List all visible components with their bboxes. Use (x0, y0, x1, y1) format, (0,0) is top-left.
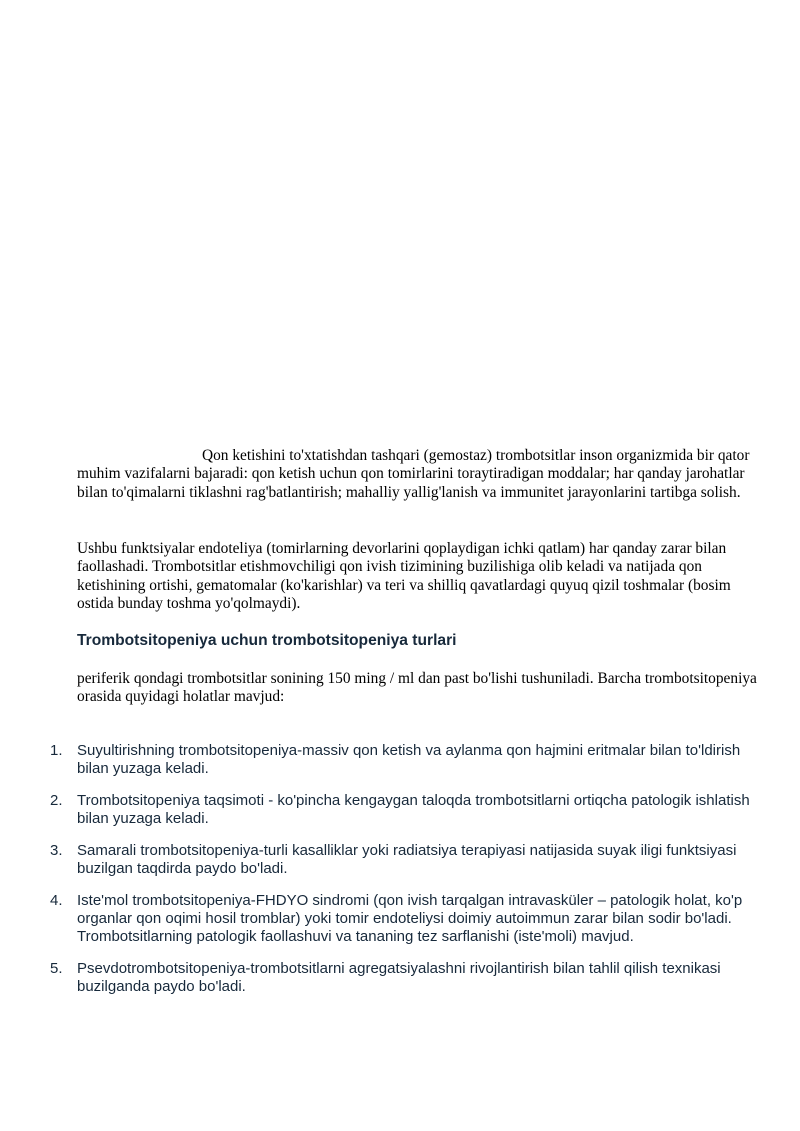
list-item-number: 1. (50, 742, 63, 759)
list-item-number: 5. (50, 959, 63, 977)
list-item-text: Samarali trombotsitopeniya-turli kasalliklar yoki radiatsiya terapiyasi natijasida suyak iligi funktsiyasi buzilgan taqdirda paydo bo'ladi. (77, 841, 737, 878)
list-item-text: Trombotsitopeniya taqsimoti - ko'pincha kengaygan taloqda trombotsitlarni ortiqcha patologik ishlatish bilan yuzaga keladi. (77, 791, 750, 828)
list-item-number: 2. (50, 791, 63, 809)
types-list (50, 742, 760, 1010)
list-item-text: Iste'mol trombotsitopeniya-FHDYO sindromi (qon ivish tarqalgan intravasküler – patologik holat, ko'p organlar qon oqimi hosil tromblar) yoki tomir endoteliysi doimiy autoimmun zarar bilan sodir bo'ladi. Trombotsitlarning patologik faollashuvi va tananing tez sarflanishi (iste'moli) mavjud. (77, 891, 743, 946)
list-item-number: 4. (50, 891, 63, 909)
functions-paragraph: Ushbu funktsiyalar endoteliya (tomirlarning devorlarini qoplaydigan ichki qatlam) har qanday zarar bilan faollashadi. Trombotsitlar etishmovchiligi qon ivish tizimining buzilishiga olib keladi va natijada qon ketishining ortishi, gematomalar (ko'karishlar) va teri va shilliq qavatlardagi quyuq qizil toshmalar (bosim ostida bunday toshma yo'qolmaydi). (77, 540, 731, 613)
list-item-text: Suyultirishning trombotsitopeniya-massiv qon ketish va aylanma qon hajmini eritmalar bilan to'ldirish bilan yuzaga keladi. (77, 742, 741, 778)
intro-paragraph: Qon ketishini to'xtatishdan tashqari (gemostaz) trombotsitlar inson organizmida bir qator muhim vazifalarni bajaradi: qon ketish uchun qon tomirlarini toraytiradigan moddalar; har qanday jarohatlar bilan to'qimalarni tiklashni rag'batlantirish; mahalliy yallig'lanish va immunitet jarayonlarini tartibga solish. (77, 447, 750, 501)
definition-paragraph: periferik qondagi trombotsitlar sonining 150 ming / ml dan past bo'lishi tushuniladi. Barcha trombotsitopeniya orasida quyidagi holatlar mavjud: (77, 670, 757, 706)
list-item-text: Psevdotrombotsitopeniya-trombotsitlarni agregatsiyalashni rivojlantirish bilan tahlil qilish texnikasi buzilganda paydo bo'ladi. (77, 959, 721, 996)
list-item (50, 960, 760, 996)
list-item-number: 3. (50, 841, 63, 859)
list-item (50, 842, 760, 878)
list-item (50, 792, 760, 828)
list-item (50, 892, 760, 947)
section-heading: Trombotsitopeniya uchun trombotsitopeniya turlari (77, 632, 457, 649)
list-item (50, 742, 760, 778)
